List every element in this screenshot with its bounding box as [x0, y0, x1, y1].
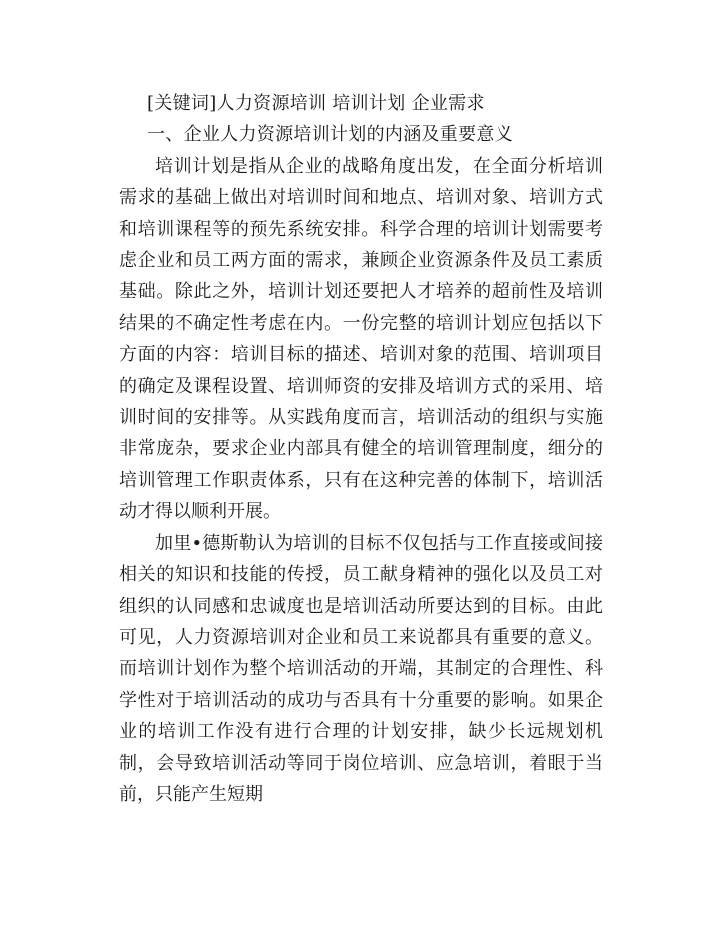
body-paragraph-1: 培训计划是指从企业的战略角度出发，在全面分析培训需求的基础上做出对培训时间和地点、培训对象、培训方式和培训课程等的预先系统安排。科学合理的培训计划需要考虑企业和员工两方面的需求，兼顾企业资源条件及员工素质基础。除此之外，培训计划还要把人才培养的超前性及培训结果的不确定性考虑在内。一份完整的培训计划应包括以下方面的内容：培训目标的描述、培训对象的范围、培训项目的确定及课程设置、培训师资的安排及培训方式的采用、培训时间的安排等。从实践角度而言，培训活动的组织与实施非常庞杂，要求企业内部具有健全的培训管理制度，细分的培训管理工作职责体系，只有在这种完善的体制下，培训活动才得以顺利开展。: [119, 155, 603, 523]
body-paragraph-2: 加里•德斯勒认为培训的目标不仅包括与工作直接或间接相关的知识和技能的传授，员工献身精神的强化以及员工对组织的认同感和忠诚度也是培训活动所要达到的目标。由此可见，人力资源培训对企业和员工来说都具有重要的意义。而培训计划作为整个培训活动的开端，其制定的合理性、科学性对于培训活动的成功与否具有十分重要的影响。如果企业的培训工作没有进行合理的计划安排，缺少长远规划机制，会导致培训活动等同于岗位培训、应急培训，着眼于当前，只能产生短期: [119, 532, 603, 805]
section-heading: 一、企业人力资源培训计划的内涵及重要意义: [147, 124, 513, 146]
keywords-line: [关键词]人力资源培训 培训计划 企业需求: [147, 93, 485, 114]
document-body: [119, 88, 603, 810]
